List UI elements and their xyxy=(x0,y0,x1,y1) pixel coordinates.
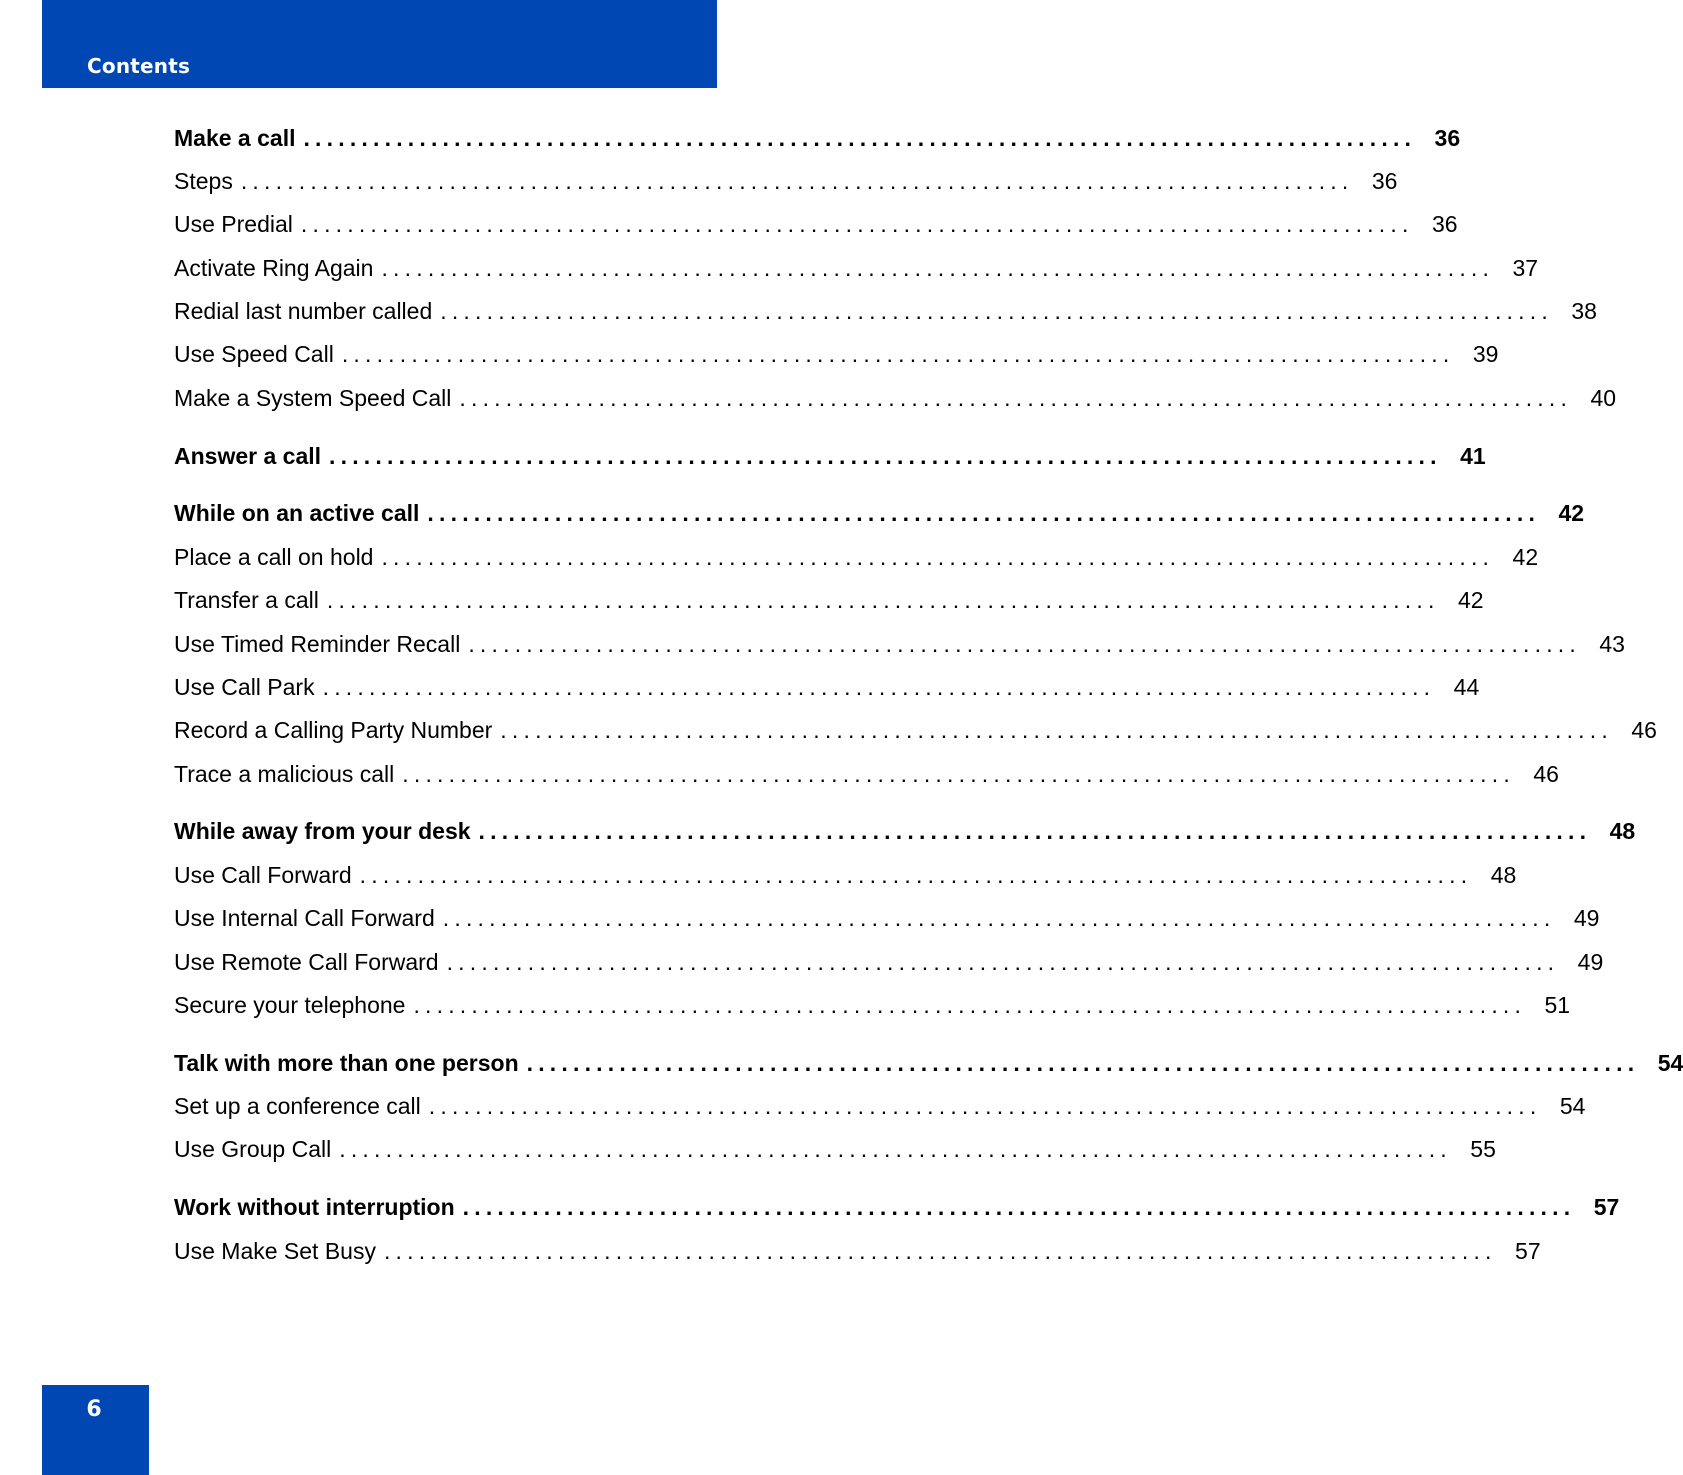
toc-entry-page: 46 xyxy=(1631,717,1657,743)
toc-entry[interactable] xyxy=(174,947,1604,977)
toc-entry[interactable] xyxy=(174,383,1617,413)
toc-entry-label: Record a Calling Party Number xyxy=(174,717,493,743)
toc-entry-label: Place a call on hold xyxy=(174,544,374,570)
toc-entry-label: Use Remote Call Forward xyxy=(174,949,439,975)
toc-entry[interactable] xyxy=(174,816,1636,846)
toc-dot-leader: ................................................................................................ xyxy=(339,1136,1452,1162)
toc-entry-label: Use Timed Reminder Recall xyxy=(174,631,461,657)
toc-entry-label: Use Make Set Busy xyxy=(174,1238,376,1264)
toc-entry-page: 55 xyxy=(1470,1136,1496,1162)
toc-entry[interactable] xyxy=(174,903,1600,933)
toc-entry[interactable] xyxy=(174,253,1539,283)
toc-entry[interactable] xyxy=(174,1236,1541,1266)
toc-entry-label: Talk with more than one person xyxy=(174,1050,519,1076)
toc-dot-leader: ................................................................................................ xyxy=(300,211,1414,237)
page-number: 6 xyxy=(86,1397,102,1422)
toc-dot-leader: ................................................................................................ xyxy=(446,949,1560,975)
toc-dot-leader: ................................................................................................ xyxy=(478,818,1592,844)
toc-entry-page: 43 xyxy=(1599,631,1625,657)
toc-entry[interactable] xyxy=(174,990,1571,1020)
toc-entry[interactable] xyxy=(174,296,1597,326)
toc-entry-label: Trace a malicious call xyxy=(174,761,395,787)
page-title: Contents xyxy=(87,54,191,78)
toc-entry-page: 46 xyxy=(1533,761,1559,787)
toc-dot-leader: ................................................................................................ xyxy=(381,255,1495,281)
toc-entry-label: Use Call Forward xyxy=(174,862,352,888)
toc-dot-leader: ................................................................................................ xyxy=(440,298,1553,324)
toc-entry-page: 48 xyxy=(1609,818,1636,844)
toc-entry-page: 36 xyxy=(1371,168,1398,194)
toc-dot-leader: ................................................................................................ xyxy=(413,992,1527,1018)
toc-entry[interactable] xyxy=(174,1048,1683,1078)
toc-entry-page: 51 xyxy=(1544,992,1571,1018)
toc-entry[interactable] xyxy=(174,123,1461,153)
toc-entry[interactable] xyxy=(174,759,1559,789)
toc-entry-label: Transfer a call xyxy=(174,587,319,613)
footer-page-box xyxy=(42,1385,149,1475)
toc-entry-page: 41 xyxy=(1460,443,1486,469)
toc-dot-leader: ................................................................................................ xyxy=(329,443,1442,469)
toc-dot-leader: ................................................................................................ xyxy=(500,717,1613,743)
toc-entry[interactable] xyxy=(174,715,1657,745)
toc-entry-page: 40 xyxy=(1590,385,1617,411)
toc-entry-label: Redial last number called xyxy=(174,298,433,324)
toc-entry-page: 42 xyxy=(1457,587,1484,613)
toc-dot-leader: ................................................................................................ xyxy=(427,500,1541,526)
toc-entry-page: 42 xyxy=(1512,544,1539,570)
toc-dot-leader: ................................................................................................ xyxy=(341,341,1455,367)
toc-dot-leader: ................................................................................................ xyxy=(428,1093,1542,1119)
toc-dot-leader: ................................................................................................ xyxy=(303,125,1417,151)
toc-dot-leader: ................................................................................................ xyxy=(526,1050,1640,1076)
toc-entry[interactable] xyxy=(174,585,1484,615)
toc-entry-page: 38 xyxy=(1571,298,1597,324)
toc-entry-page: 54 xyxy=(1657,1050,1683,1076)
toc-entry-label: While on an active call xyxy=(174,500,420,526)
toc-entry[interactable] xyxy=(174,441,1486,471)
toc-entry[interactable] xyxy=(174,860,1517,890)
toc-entry-label: Use Call Park xyxy=(174,674,315,700)
toc-entry-label: While away from your desk xyxy=(174,818,471,844)
toc-dot-leader: ................................................................................................ xyxy=(383,1238,1497,1264)
toc-entry[interactable] xyxy=(174,1192,1620,1222)
toc-entry-label: Activate Ring Again xyxy=(174,255,374,281)
toc-entry-label: Use Group Call xyxy=(174,1136,332,1162)
toc-entry-label: Use Speed Call xyxy=(174,341,334,367)
toc-entry-label: Answer a call xyxy=(174,443,322,469)
toc-entry-page: 57 xyxy=(1515,1238,1541,1264)
toc-entry[interactable] xyxy=(174,166,1398,196)
toc-entry-label: Steps xyxy=(174,168,233,194)
toc-dot-leader: ................................................................................................ xyxy=(459,385,1573,411)
toc-entry-page: 49 xyxy=(1573,905,1600,931)
toc-entry-page: 48 xyxy=(1490,862,1517,888)
toc-entry-label: Use Internal Call Forward xyxy=(174,905,435,931)
toc-entry[interactable] xyxy=(174,209,1458,239)
toc-entry-page: 39 xyxy=(1472,341,1499,367)
toc-entry-page: 37 xyxy=(1512,255,1539,281)
toc-entry-page: 36 xyxy=(1431,211,1458,237)
toc-entry-page: 42 xyxy=(1558,500,1585,526)
header-band xyxy=(42,0,717,88)
toc-entry-label: Make a System Speed Call xyxy=(174,385,452,411)
toc-entry[interactable] xyxy=(174,1091,1586,1121)
toc-entry[interactable] xyxy=(174,339,1499,369)
toc-dot-leader: ................................................................................................ xyxy=(322,674,1436,700)
toc-entry[interactable] xyxy=(174,542,1539,572)
toc-entry[interactable] xyxy=(174,629,1625,659)
toc-entry[interactable] xyxy=(174,1134,1496,1164)
toc-dot-leader: ................................................................................................ xyxy=(381,544,1495,570)
toc-dot-leader: ................................................................................................ xyxy=(468,631,1581,657)
toc-dot-leader: ................................................................................................ xyxy=(442,905,1556,931)
toc-entry-page: 49 xyxy=(1577,949,1604,975)
toc-entry-label: Work without interruption xyxy=(174,1194,455,1220)
toc-dot-leader: ................................................................................................ xyxy=(359,862,1473,888)
toc-entry-label: Make a call xyxy=(174,125,296,151)
toc-entry[interactable] xyxy=(174,672,1480,702)
toc-entry-label: Use Predial xyxy=(174,211,293,237)
toc-dot-leader: ................................................................................................ xyxy=(402,761,1515,787)
toc-entry[interactable] xyxy=(174,498,1585,528)
toc-entry-page: 57 xyxy=(1593,1194,1620,1220)
toc-entry-page: 44 xyxy=(1453,674,1480,700)
toc-dot-leader: ................................................................................................ xyxy=(240,168,1354,194)
toc-dot-leader: ................................................................................................ xyxy=(326,587,1440,613)
toc-entry-label: Secure your telephone xyxy=(174,992,406,1018)
toc-entry-page: 54 xyxy=(1559,1093,1586,1119)
toc-dot-leader: ................................................................................................ xyxy=(462,1194,1576,1220)
toc-entry-page: 36 xyxy=(1434,125,1461,151)
toc-entry-label: Set up a conference call xyxy=(174,1093,421,1119)
